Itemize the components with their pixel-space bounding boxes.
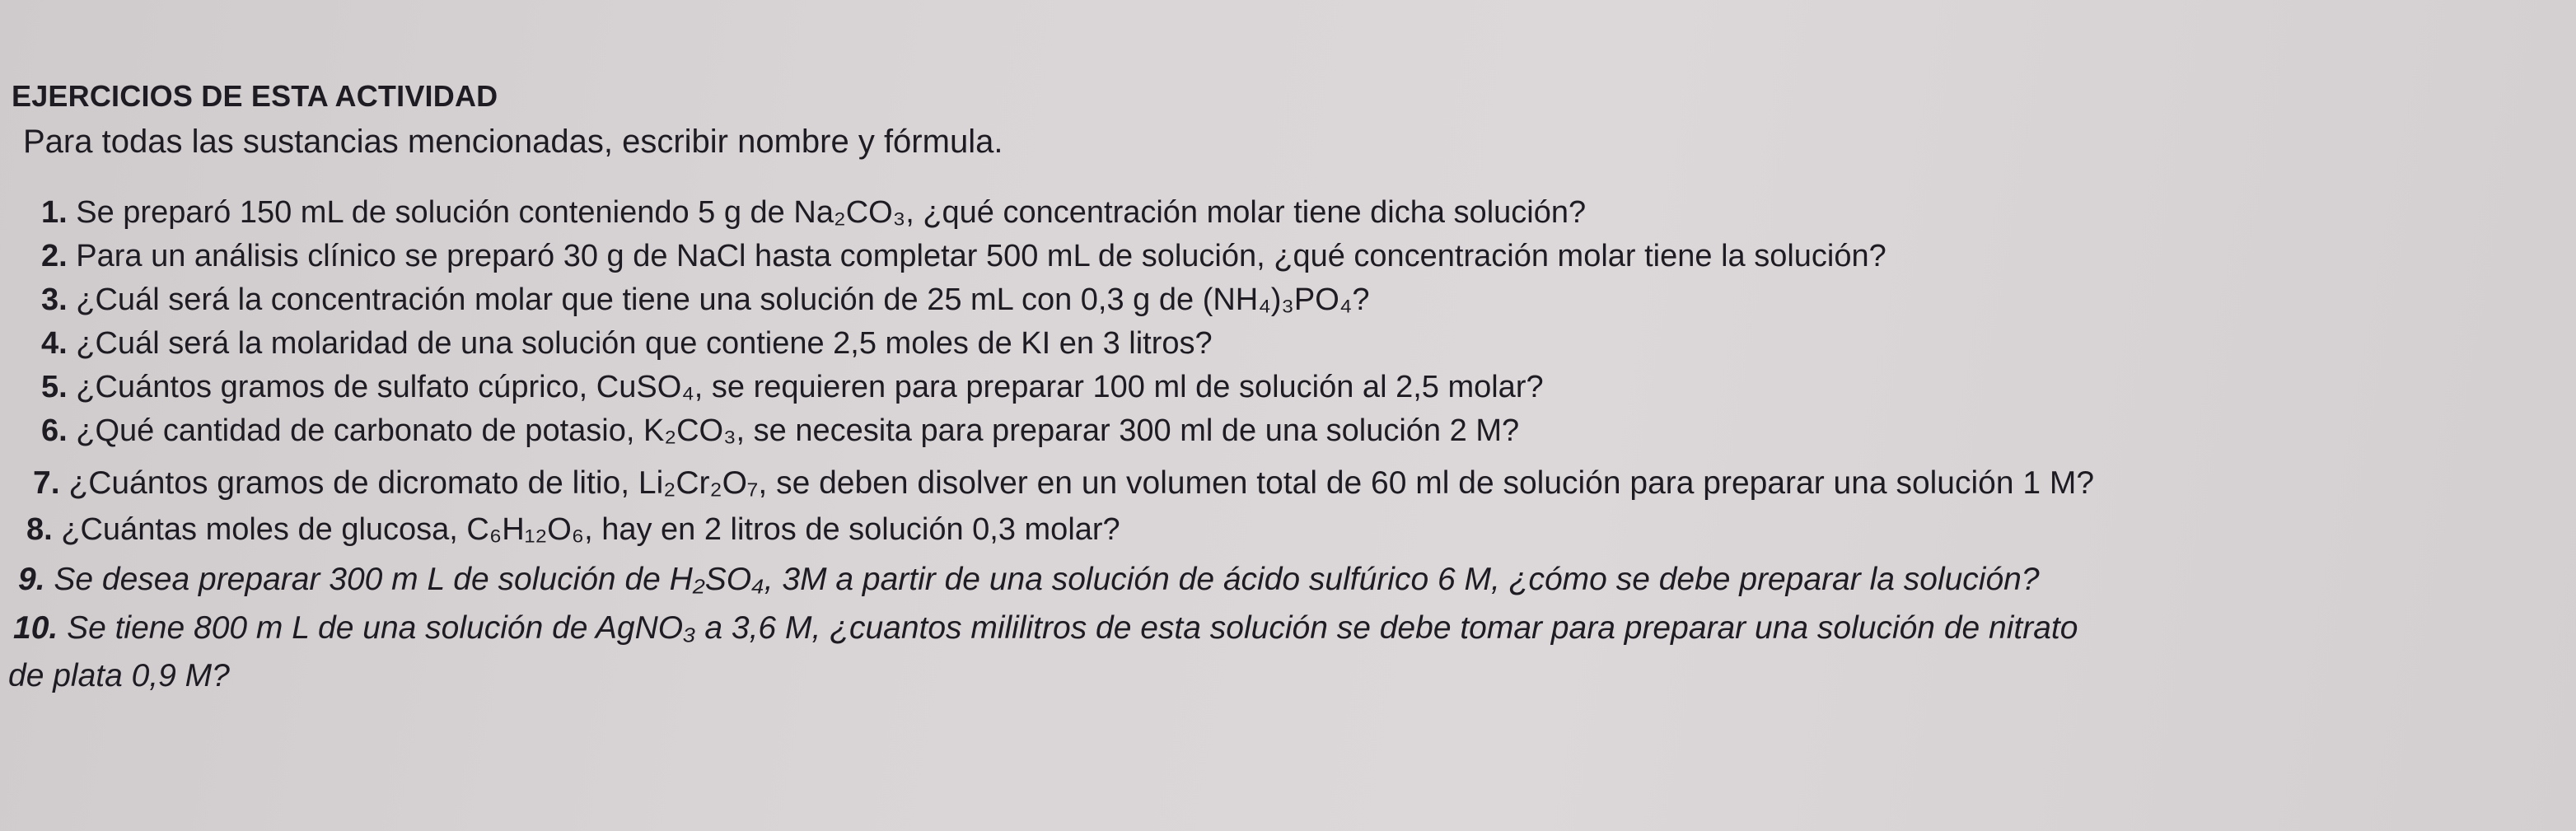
exercise-text: ¿Cuántos gramos de dicromato de litio, xyxy=(68,465,638,501)
chemical-formula: H₂SO₄ xyxy=(669,562,764,597)
chemical-formula: C₆H₁₂O₆ xyxy=(466,512,585,547)
exercise-text: Se tiene 800 m L de una solución de xyxy=(67,610,596,646)
exercise-text: , ¿qué concentración molar tiene dicha solución? xyxy=(905,195,1587,230)
exercise-text: ¿Cuántos gramos de sulfato cúprico, xyxy=(76,370,596,404)
exercise-6 xyxy=(41,414,1519,449)
exercise-text: ¿Cuántas moles de glucosa, xyxy=(61,512,467,547)
exercise-number: 6. xyxy=(41,413,68,448)
exercise-9 xyxy=(18,563,2040,598)
exercise-number: 5. xyxy=(41,370,68,404)
section-heading: EJERCICIOS DE ESTA ACTIVIDAD xyxy=(12,79,498,113)
exercise-number: 1. xyxy=(41,195,68,230)
exercise-number: 10. xyxy=(13,610,58,646)
exercise-text: ¿Cuál será la concentración molar que tiene una solución de 25 mL con 0,3 g de xyxy=(76,282,1203,317)
exercise-text: Se desea preparar 300 m L de solución de xyxy=(54,562,670,597)
exercise-3 xyxy=(41,283,1369,318)
exercise-1 xyxy=(41,196,1586,231)
exercise-2 xyxy=(41,240,1886,274)
chemical-formula: CuSO₄ xyxy=(596,370,694,404)
exercise-text: ¿Qué cantidad de carbonato de potasio, xyxy=(76,413,643,448)
exercise-number: 4. xyxy=(41,326,68,361)
instructions-text: Para todas las sustancias mencionadas, escribir nombre y fórmula. xyxy=(23,124,1003,160)
exercise-text: ¿Cuál será la molaridad de una solución que contiene 2,5 moles de KI en 3 litros? xyxy=(76,326,1213,361)
exercise-number: 2. xyxy=(41,239,68,273)
exercise-number: 3. xyxy=(41,282,68,317)
chemical-formula: Li₂Cr₂O₇ xyxy=(638,465,759,501)
exercise-4 xyxy=(41,327,1213,362)
exercise-5 xyxy=(41,371,1544,405)
exercise-text: Se preparó 150 mL de solución conteniendo 5 g de xyxy=(76,195,794,230)
exercise-number: 7. xyxy=(33,465,60,501)
chemical-formula: AgNO₃ xyxy=(595,610,696,646)
exercise-number: 8. xyxy=(26,512,53,547)
exercise-10 xyxy=(13,611,2078,647)
exercise-text: , se requieren para preparar 100 ml de solución al 2,5 molar? xyxy=(694,370,1544,404)
chemical-formula: Na₂CO₃ xyxy=(793,195,906,230)
chemical-formula: (NH₄)₃PO₄ xyxy=(1202,282,1353,317)
exercise-7 xyxy=(33,466,2094,502)
exercise-text: , se necesita para preparar 300 ml de una solución 2 M? xyxy=(736,413,1520,448)
exercise-text: ? xyxy=(1352,282,1370,317)
exercise-text: , 3M a partir de una solución de ácido sulfúrico 6 M, ¿cómo se debe preparar la solución? xyxy=(764,562,2040,597)
exercise-text: a 3,6 M, ¿cuantos mililitros de esta solución se debe tomar para preparar una solución de nitrato xyxy=(695,610,2078,646)
exercise-number: 9. xyxy=(18,562,45,597)
chemical-formula: K₂CO₃ xyxy=(643,413,736,448)
exercise-text: , se deben disolver en un volumen total de 60 ml de solución para preparar una solución 1 M? xyxy=(758,465,2095,501)
exercise-text: , hay en 2 litros de solución 0,3 molar? xyxy=(584,512,1120,547)
exercise-10-continuation: de plata 0,9 M? xyxy=(8,658,230,693)
exercise-text: Para un análisis clínico se preparó 30 g de NaCl hasta completar 500 mL de solución, ¿qué concentración molar tiene la solución? xyxy=(76,239,1886,273)
exercise-8 xyxy=(26,513,1120,548)
